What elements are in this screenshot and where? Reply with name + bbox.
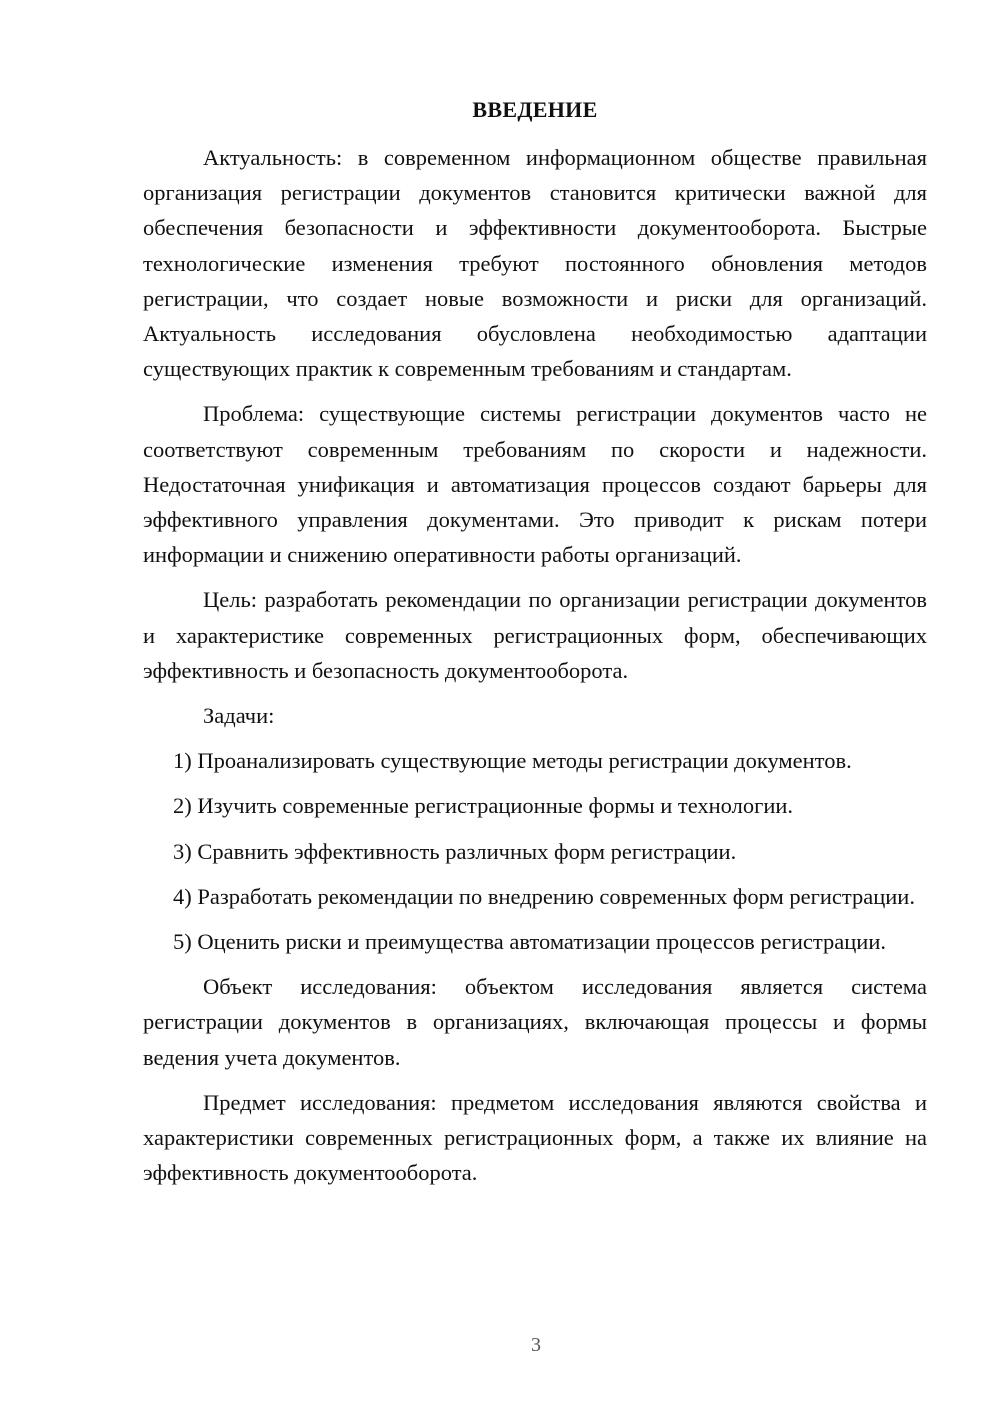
task-item-3: 3) Сравнить эффективность различных форм регистрации. [173, 838, 737, 864]
relevance-paragraph: Актуальность: в современном информационном обществе правильная организация регистрации документов становится критически важной для обеспечения безопасности и эффективности документооборота. Быстрые технологические изменения требуют постоянного обновления методов регистрации, что создает новые возможности и риски для организаций. Актуальность исследования обусловлена необходимостью адаптации существующих практик к современным требованиям и стандартам. [143, 145, 927, 382]
goal-paragraph: Цель: разработать рекомендации по организации регистрации документов и характеристике современных регистрационных форм, обеспечивающих эффективность и безопасность документооборота. [143, 587, 927, 683]
tasks-label: Задачи: [203, 703, 275, 729]
document-page [143, 92, 927, 1190]
problem-paragraph: Проблема: существующие системы регистрации документов часто не соответствуют современным требованиям по скорости и надежности. Недостаточная унификация и автоматизация процессов создают барьеры для эффективного управления документами. Это приводит к рискам потери информации и снижению оперативности работы организаций. [143, 401, 927, 568]
task-item-5: 5) Оценить риски и преимущества автоматизации процессов регистрации. [173, 929, 887, 955]
object-paragraph: Объект исследования: объектом исследования является система регистрации документов в организациях, включающая процессы и формы ведения учета документов. [143, 974, 927, 1070]
page-number: 3 [531, 1334, 541, 1356]
task-item-2: 2) Изучить современные регистрационные формы и технологии. [173, 793, 794, 819]
task-item-1: 1) Проанализировать существующие методы регистрации документов. [173, 748, 852, 774]
task-item-4: 4) Разработать рекомендации по внедрению современных форм регистрации. [173, 883, 915, 909]
subject-paragraph: Предмет исследования: предметом исследования являются свойства и характеристики современных регистрационных форм, а также их влияние на эффективность документооборота. [143, 1089, 927, 1186]
page-title: ВВЕДЕНИЕ [472, 97, 598, 122]
